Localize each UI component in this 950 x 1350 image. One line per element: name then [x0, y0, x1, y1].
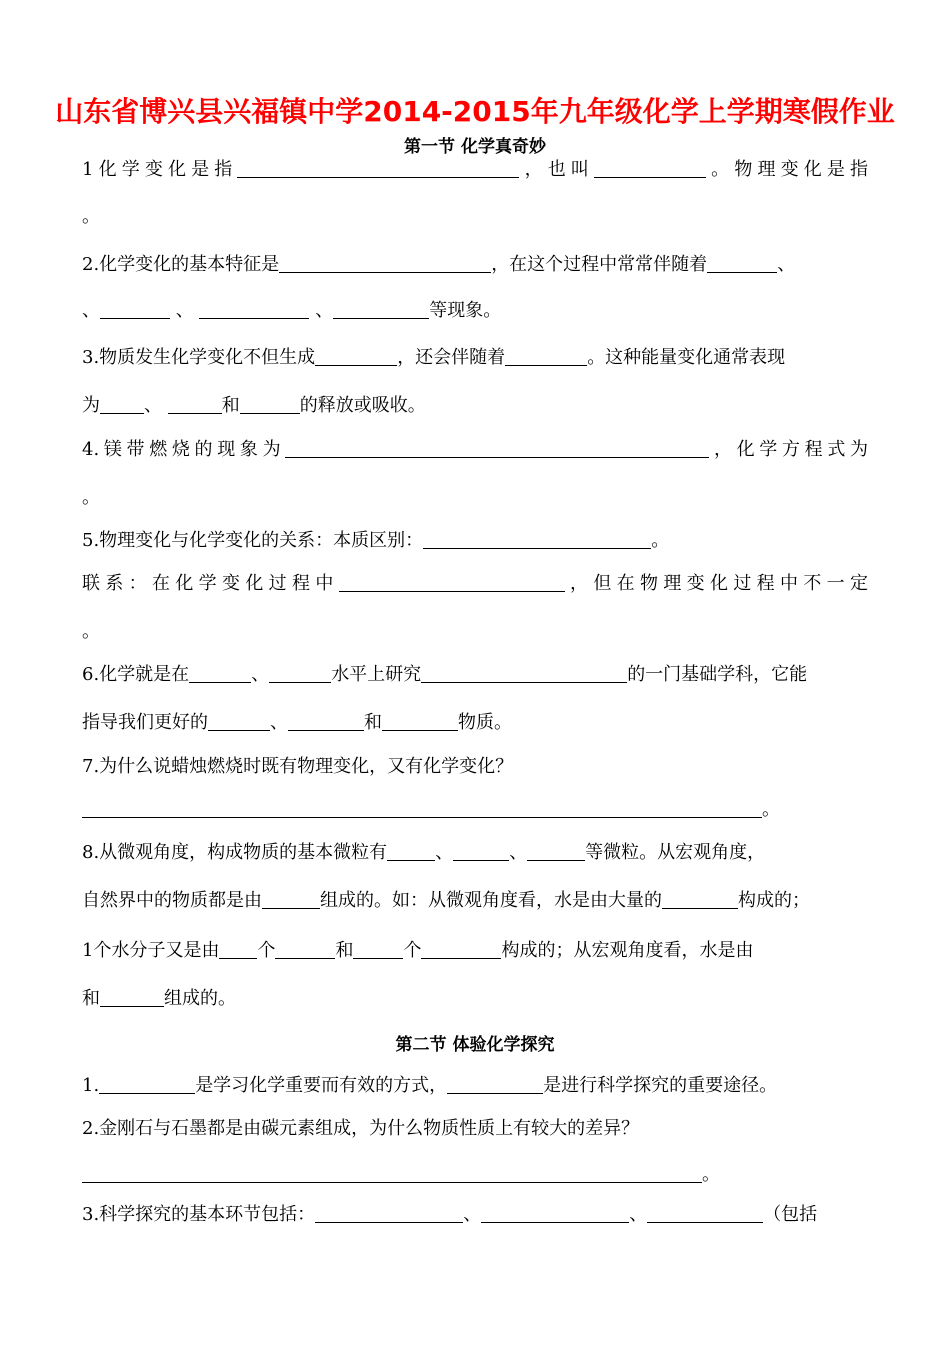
answer-blank[interactable]	[339, 571, 565, 592]
question-4-line-2: 。	[82, 487, 100, 508]
answer-blank[interactable]	[262, 888, 320, 909]
question-2-line-1: 2.化学变化的基本特征是 ，在这个过程中常常伴随着 、	[82, 254, 796, 275]
answer-blank[interactable]	[275, 938, 335, 959]
answer-blank[interactable]	[647, 1202, 763, 1223]
answer-blank[interactable]	[82, 1162, 702, 1183]
answer-blank[interactable]	[421, 938, 501, 959]
question-8-line-3: 1个水分子又是由 个 和 个 构成的；从宏观角度看，水是由	[82, 940, 754, 961]
section-heading-1: 第一节 化学真奇妙	[404, 137, 546, 157]
question-1-line-1: 1化学变化是指 ，也叫 。物理变化是指	[82, 159, 869, 180]
s2-question-2-line-2: 。	[82, 1162, 720, 1188]
answer-blank[interactable]	[315, 345, 397, 366]
question-2-line-2: 、 、 、 等现象。	[82, 300, 502, 321]
answer-blank[interactable]	[237, 157, 519, 178]
document-title: 山东省博兴县兴福镇中学2014-2015年九年级化学上学期寒假作业	[55, 95, 895, 128]
answer-blank[interactable]	[82, 797, 762, 818]
question-5-line-2: 联系：在化学变化过程中 ，但在物理变化过程中不一定	[82, 573, 869, 594]
answer-blank[interactable]	[382, 710, 458, 731]
answer-blank[interactable]	[168, 393, 222, 414]
answer-blank[interactable]	[279, 252, 491, 273]
answer-blank[interactable]	[594, 157, 706, 178]
answer-blank[interactable]	[199, 298, 309, 319]
question-5-line-3: 。	[82, 621, 100, 642]
answer-blank[interactable]	[100, 298, 170, 319]
answer-blank[interactable]	[240, 393, 300, 414]
answer-blank[interactable]	[208, 710, 270, 731]
answer-blank[interactable]	[315, 1202, 463, 1223]
question-4-line-1: 4.镁带燃烧的现象为 ，化学方程式为	[82, 439, 868, 460]
answer-blank[interactable]	[269, 662, 331, 683]
answer-blank[interactable]	[353, 938, 403, 959]
answer-blank[interactable]	[447, 1073, 543, 1094]
s2-question-1: 1. 是学习化学重要而有效的方式， 是进行科学探究的重要途径。	[82, 1075, 778, 1096]
question-8-line-2: 自然界中的物质都是由 组成的。如：从微观角度看，水是由大量的 构成的；	[82, 890, 810, 911]
answer-blank[interactable]	[99, 1073, 195, 1094]
question-6-line-2: 指导我们更好的 、 和 物质。	[82, 712, 512, 733]
question-3-line-2: 为 、 和 的释放或吸收。	[82, 395, 426, 416]
answer-blank[interactable]	[423, 528, 651, 549]
answer-blank[interactable]	[453, 840, 509, 861]
s2-question-3-line-1: 3.科学探究的基本环节包括： 、 、 （包括	[82, 1204, 818, 1225]
answer-blank[interactable]	[421, 662, 627, 683]
question-7-line-2: 。	[82, 797, 780, 823]
question-3-line-1: 3.物质发生化学变化不但生成 ，还会伴随着 。这种能量变化通常表现	[82, 347, 786, 368]
answer-blank[interactable]	[333, 298, 429, 319]
section-heading-2: 第二节 体验化学探究	[395, 1035, 555, 1055]
question-8-line-4: 和 组成的。	[82, 988, 236, 1009]
answer-blank[interactable]	[100, 986, 164, 1007]
question-6-line-1: 6.化学就是在 、 水平上研究 的一门基础学科，它能	[82, 664, 808, 685]
answer-blank[interactable]	[662, 888, 738, 909]
answer-blank[interactable]	[707, 252, 777, 273]
question-7-line-1: 7.为什么说蜡烛燃烧时既有物理变化，又有化学变化？	[82, 756, 514, 777]
question-8-line-1: 8.从微观角度，构成物质的基本微粒有 、 、 等微粒。从宏观角度，	[82, 842, 766, 863]
question-1-line-2: 。	[82, 206, 100, 227]
answer-blank[interactable]	[189, 662, 251, 683]
answer-blank[interactable]	[100, 393, 144, 414]
answer-blank[interactable]	[285, 437, 709, 458]
answer-blank[interactable]	[219, 938, 257, 959]
question-5-line-1: 5.物理变化与化学变化的关系：本质区别： 。	[82, 530, 670, 551]
s2-question-2-line-1: 2.金刚石与石墨都是由碳元素组成，为什么物质性质上有较大的差异？	[82, 1118, 640, 1139]
answer-blank[interactable]	[387, 840, 435, 861]
answer-blank[interactable]	[527, 840, 585, 861]
answer-blank[interactable]	[288, 710, 364, 731]
answer-blank[interactable]	[505, 345, 587, 366]
answer-blank[interactable]	[481, 1202, 629, 1223]
